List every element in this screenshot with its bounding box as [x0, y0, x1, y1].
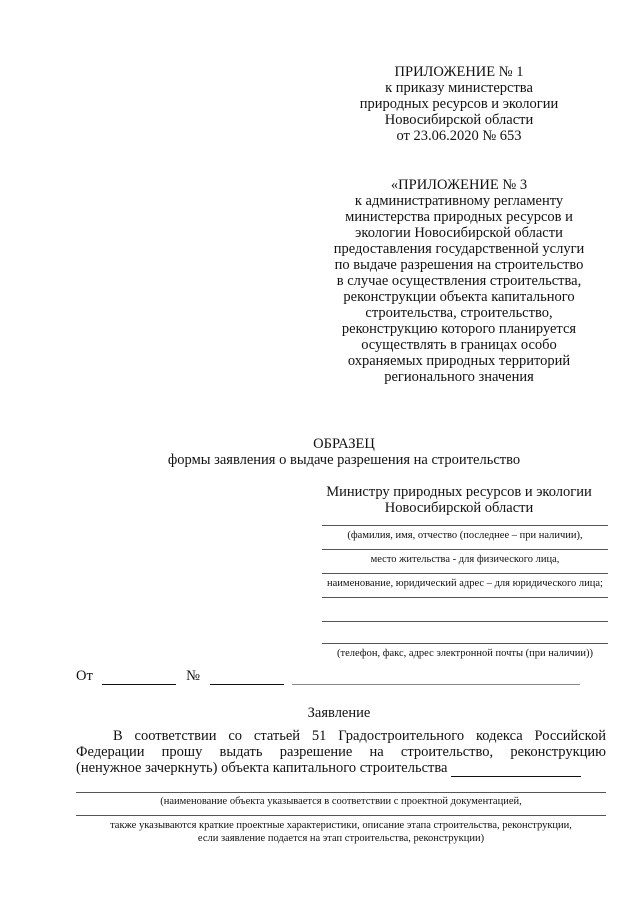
statement-paragraph [76, 728, 606, 777]
appendix1-line: от 23.06.2020 № 653 [396, 128, 522, 144]
appendix1-title: ПРИЛОЖЕНИЕ № 1 [394, 64, 524, 80]
appendix3-line: в случае осуществления строительства, [336, 273, 582, 289]
object-field-line[interactable] [76, 792, 606, 793]
appendix3-line: строительства, строительство, [365, 305, 553, 321]
appendix1-line: природных ресурсов и экологии [359, 96, 559, 112]
appendix1-block [300, 64, 618, 144]
hint-also-2: если заявление подается на этап строительства, реконструкции) [197, 833, 485, 844]
appendix3-line: регионального значения [384, 369, 534, 385]
appendix3-line: реконструкцию которого планируется [341, 321, 577, 337]
paragraph-line: (ненужное зачеркнуть) объекта капитального строительства [76, 760, 606, 777]
statement-title: Заявление [307, 705, 371, 721]
paragraph-line: В соответствии со статьей 51 Градостроительного кодекса Российской [113, 728, 606, 744]
from-right-line [292, 684, 580, 685]
hint-contacts: (телефон, факс, адрес электронной почты (при наличии)) [337, 648, 593, 659]
blank-field-line[interactable] [322, 621, 608, 622]
hint-name: (фамилия, имя, отчество (последнее – при наличии), [347, 530, 583, 541]
legal-field-line[interactable] [322, 573, 608, 574]
hint-also-1: также указываются краткие проектные характеристики, описание этапа строительства, реконструкции, [110, 820, 572, 831]
sample-subtitle: формы заявления о выдаче разрешения на строительство [167, 452, 521, 468]
addressee-line2: Новосибирской области [384, 500, 534, 516]
appendix3-line: реконструкции объекта капитального [343, 289, 575, 305]
from-label: От [76, 668, 93, 684]
appendix1-line: к приказу министерства [385, 80, 533, 96]
hint-object: (наименование объекта указывается в соответствии с проектной документацией, [160, 796, 522, 807]
blank-field-line[interactable] [322, 597, 608, 598]
appendix3-line: охраняемых природных территорий [347, 353, 571, 369]
addressee-line1: Министру природных ресурсов и экологии [326, 484, 592, 500]
appendix3-line: министерства природных ресурсов и [345, 209, 573, 225]
object-name-field[interactable] [451, 760, 581, 777]
appendix3-block [300, 177, 618, 385]
appendix1-line: Новосибирской области [384, 112, 534, 128]
number-label: № [186, 668, 200, 684]
hint-residence: место жительства - для физического лица, [370, 554, 560, 565]
appendix3-line: осуществлять в границах особо [361, 337, 557, 353]
name-field-line[interactable] [322, 525, 608, 526]
from-date-field[interactable] [102, 668, 176, 685]
appendix3-line: предоставления государственной услуги [333, 241, 585, 257]
contacts-field-line[interactable] [322, 643, 608, 644]
appendix3-line: экологии Новосибирской области [355, 225, 563, 241]
appendix3-line: к административному регламенту [354, 193, 564, 209]
number-field[interactable] [210, 668, 284, 685]
sample-title: ОБРАЗЕЦ [313, 436, 375, 452]
appendix3-line: по выдаче разрешения на строительство [334, 257, 584, 273]
hint-legal: наименование, юридический адрес – для юридического лица; [327, 578, 603, 589]
paragraph-line: Федерации прошу выдать разрешение на строительство, реконструкцию [76, 744, 606, 760]
residence-field-line[interactable] [322, 549, 608, 550]
object-details-line[interactable] [76, 815, 606, 816]
appendix3-title: «ПРИЛОЖЕНИЕ № 3 [390, 177, 528, 193]
